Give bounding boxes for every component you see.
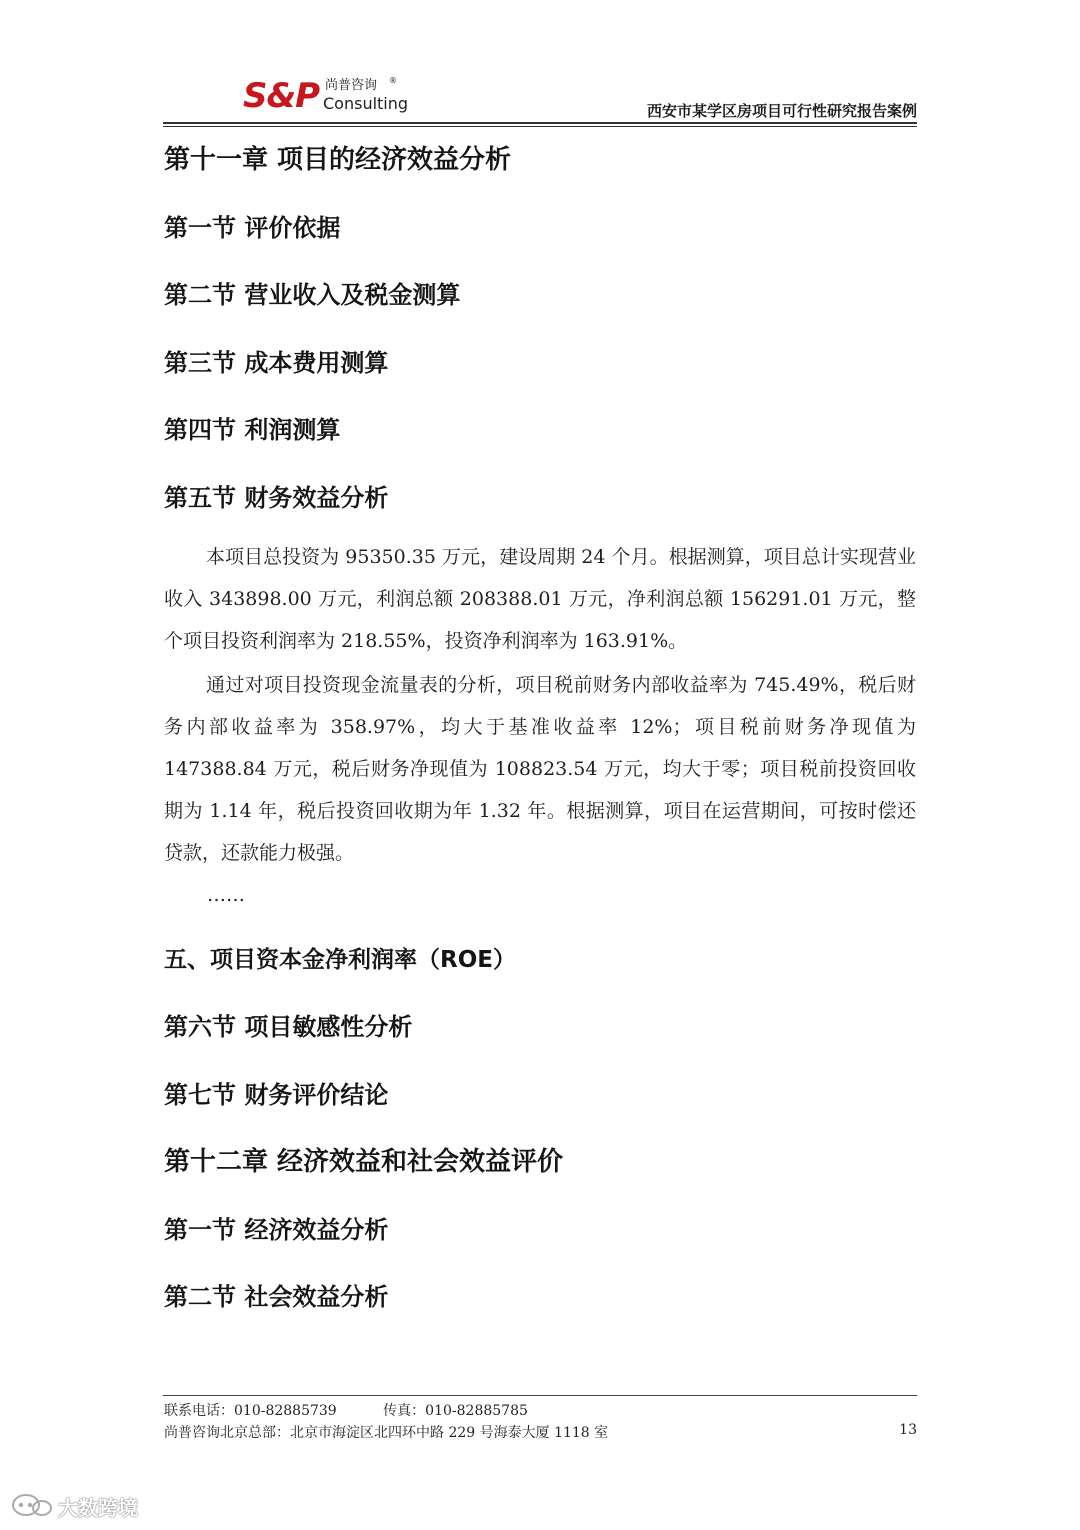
chapter-12-heading: 第十二章 经济效益和社会效益评价 bbox=[164, 1147, 564, 1177]
footer-phone: 联系电话：010-82885739 bbox=[164, 1403, 337, 1419]
chapter-12-section-1-heading: 第一节 经济效益分析 bbox=[164, 1216, 389, 1244]
logo-english-name: Consulting bbox=[323, 94, 409, 113]
logo-mark: S&P bbox=[243, 76, 320, 116]
chapter-12-section-2-heading: 第二节 社会效益分析 bbox=[164, 1283, 389, 1311]
section-1-heading: 第一节 评价依据 bbox=[164, 214, 341, 242]
section-5-heading: 第五节 财务效益分析 bbox=[164, 484, 389, 512]
footer-fax: 传真：010-82885785 bbox=[383, 1403, 528, 1419]
company-logo bbox=[243, 76, 443, 116]
footer-divider bbox=[163, 1395, 917, 1396]
header-divider bbox=[163, 122, 917, 124]
document-title: 西安市某学区房项目可行性研究报告案例 bbox=[646, 102, 917, 120]
watermark bbox=[10, 1490, 160, 1520]
section-4-heading: 第四节 利润测算 bbox=[164, 416, 341, 444]
logo-registered-mark: ® bbox=[389, 76, 397, 85]
footer-address: 尚普咨询北京总部：北京市海淀区北四环中路 229 号海泰大厦 1118 室 bbox=[164, 1425, 609, 1441]
cashflow-analysis-paragraph: 通过对项目投资现金流量表的分析，项目税前财务内部收益率为 745.49%，税后财务内部收益率为 358.97%，均大于基准收益率 12%；项目税前财务净现值为 147388.84 万元，税后财务净现值为 108823.54 万元，均大于零；项目税前投资回收期为 1.14 年，税后投资回收期为年 1.32 年。根据测算，项目在运营期间，可按时偿还贷款，还款能力极强。 bbox=[164, 674, 916, 864]
footer-contact bbox=[164, 1400, 528, 1420]
section-3-heading: 第三节 成本费用测算 bbox=[164, 349, 389, 377]
chat-bubble-icon bbox=[10, 1492, 54, 1520]
chapter-11-heading: 第十一章 项目的经济效益分析 bbox=[164, 145, 512, 175]
section-6-heading: 第六节 项目敏感性分析 bbox=[164, 1013, 413, 1041]
watermark-text: 大数跨境 bbox=[58, 1496, 138, 1520]
header-divider-thin bbox=[163, 126, 917, 127]
page-number: 13 bbox=[899, 1422, 917, 1438]
section-7-heading: 第七节 财务评价结论 bbox=[164, 1081, 389, 1109]
ellipsis: …… bbox=[207, 884, 245, 906]
roe-subheading: 五、项目资本金净利润率（ROE） bbox=[164, 947, 516, 973]
logo-chinese-name: 尚普咨询 bbox=[325, 78, 378, 93]
section-2-heading: 第二节 营业收入及税金测算 bbox=[164, 281, 461, 309]
financial-summary-paragraph: 本项目总投资为 95350.35 万元，建设周期 24 个月。根据测算，项目总计实现营业收入 343898.00 万元，利润总额 208388.01 万元，净利润总额 156291.01 万元，整个项目投资利润率为 218.55%，投资净利润率为 163.91%。 bbox=[164, 546, 916, 652]
